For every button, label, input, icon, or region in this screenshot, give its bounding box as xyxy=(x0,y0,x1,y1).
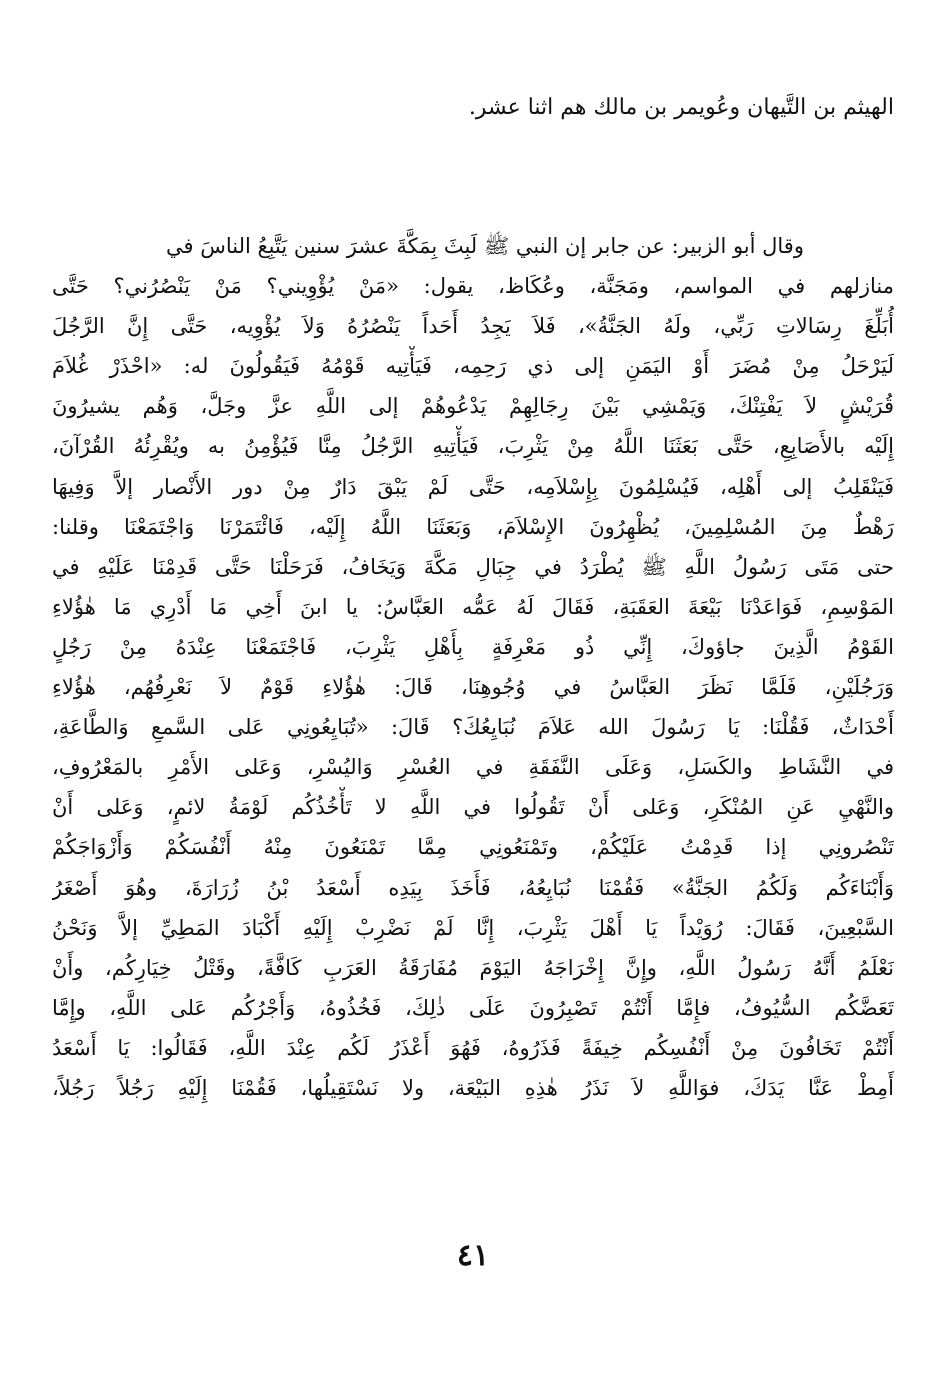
main-paragraph xyxy=(52,226,894,1108)
text-line: وقال أبو الزبير: عن جابر إن النبي ﷺ لَبِثَ بِمَكَّةَ عشرَ سنين يَتَّبِعُ الناسَ في xyxy=(166,234,804,258)
text-line: لَيَرْحَلُ مِنْ مُضَرَ أَوْ اليَمَنِ إلى ذي رَحِمِه، فَيَأْتِيه قَوْمُهُ فَيَقُولُونَ له: «احْذَرْ غُلاَمَ xyxy=(52,354,894,379)
text-line: في النَّشَاطِ والكَسَلِ، وَعَلَى النَّفَقَةِ في العُسْرِ وَاليُسْرِ، وَعَلى الأَمْرِ بالمَعْرُوفِ، xyxy=(52,755,894,780)
text-line: المَوْسِمِ، فَوَاعَدْنَا بَيْعَةَ العَقَبَةِ، فَقَالَ لَهُ عَمُّه العَبَّاسُ: يا ابنَ أَخِي مَا أَدْرِي مَا هٰؤُلاءِ xyxy=(52,594,894,619)
text-line: فَيَنْقَلِبُ إلى أَهْلِه، فَيُسْلِمُونَ بِإِسْلاَمِه، حَتَّى لَمْ يَبْقَ دَارٌ مِنْ دور الأَنْصار إلاَّ وَفِيهَا xyxy=(52,474,894,499)
text-line: والنَّهْيِ عَنِ المُنْكَرِ، وَعَلى أَنْ تَقُولُوا في اللَّهِ لا تَأْخُذُكُم لَوْمَةُ لائمٍ، وَعَلى أَنْ xyxy=(52,795,894,820)
page-number: ٤١ xyxy=(456,1238,490,1273)
text-line: نَعْلَمُ أَنَّهُ رَسُولُ اللَّهِ، وإِنَّ إِخْرَاجَهُ اليَوْمَ مُفَارَقَةُ العَرَبِ كَافَّةً، وقَتْلُ خِيَارِكُم، وأَنْ xyxy=(52,955,894,980)
text-line: تَعَضَّكُم السُّيُوفُ، فإِمَّا أَنْتُمْ تَصْبِرُونَ عَلَى ذٰلِكَ، فَخُذُوهُ، وَأَجْرُكُم عَلى اللَّهِ، وإِمَّا xyxy=(52,995,894,1020)
text-line: أَحْدَاثٌ، فَقُلْنَا: يَا رَسُولَ الله عَلاَمَ نُبَايِعُكَ؟ قَالَ: «تُبَايِعُونِي عَلى السَّمعِ وَالطَّاعَةِ، xyxy=(52,715,894,740)
header-continuation-line: الهيثم بن التَّيهان وعُويمر بن مالك هم اثنا عشر. xyxy=(468,95,894,120)
text-line: السَّبْعِينَ، فَقَالَ: رُوَيْداً يَا أَهْلَ يَثْرِبَ، إِنَّا لَمْ نَضْرِبْ إِلَيْهِ أَكْبَادَ المَطِيِّ إلاَّ وَنَحْنُ xyxy=(52,915,894,940)
text-line: أَنْتُمْ تَخَافُونَ مِنْ أَنْفُسِكُم خِيفَةً فَذَرُوهُ، فَهُوَ أَعْذَرُ لَكُم عِنْدَ اللَّهِ، فَقَالُوا: يَا أَسْعَدُ xyxy=(52,1035,894,1060)
text-line: أَمِطْ عَنَّا يَدَكَ، فوَاللَّهِ لاَ نَذَرُ هٰذِهِ البَيْعَة، ولا نَسْتَقِيلُها، فَقُمْنَا إِلَيْهِ رَجُلاً رَجُلاً، xyxy=(52,1075,894,1100)
text-line: منازلهم في المواسم، ومَجَنَّة، وعُكَاظ، يقول: «مَنْ يُؤْوِيني؟ مَنْ يَنْصُرُني؟ حَتَّى xyxy=(52,274,894,299)
text-line: أُبَلِّغَ رِسَالاتِ رَبِّي، ولَهُ الجَنَّةُ»، فَلاَ يَجِدُ أَحَداً يَنْصُرُهُ وَلاَ يُؤْوِيه، حَتَّى إِنَّ الرَّجُلَ xyxy=(52,314,894,339)
text-line: حتى مَتَى رَسُولُ اللَّهِ ﷺ يُطْرَدُ في جِبَالِ مَكَّةَ وَيَخَافُ، فَرَحَلْنَا حَتَّى قَدِمْنَا عَلَيْهِ في xyxy=(52,554,894,579)
text-line: القَوْمُ الَّذِينَ جاؤوكَ، إِنِّي ذُو مَعْرِفَةٍ بِأَهْلِ يَثْرِبَ، فَاجْتَمَعْنَا عِنْدَهُ مِنْ رَجُلٍ xyxy=(52,634,894,659)
text-line: وَرَجُلَيْنِ، فَلَمَّا نَظَرَ العَبَّاسُ في وُجُوهِنَا، قَالَ: هٰؤُلاءِ قَوْمٌ لاَ نَعْرِفُهُم، هٰؤُلاءِ xyxy=(52,675,894,700)
text-line: رَهْطٌ مِنَ المُسْلِمِينَ، يُظْهِرُونَ الإِسْلاَمَ، وَبَعَثَنَا اللَّهُ إِلَيْه، فَائْتَمَرْنَا وَاجْتَمَعْنَا وقلنا: xyxy=(52,514,894,539)
text-line: تَنْصُرونِي إذا قَدِمْتُ عَلَيْكُمْ، وتَمْنَعُونِي مِمَّا تَمْنَعُونَ مِنْهُ أَنْفُسَكُمْ وَأَزْوَاجَكُمْ xyxy=(52,835,894,860)
text-line: وَأَبْنَاءَكُم وَلَكُمُ الجَنَّةُ» فَقُمْنَا نُبَايِعُهُ، فَأَخَذَ بِيَدِه أَسْعَدُ بْنُ زُرَارَةَ، وهُوَ أَصْغَرُ xyxy=(52,875,894,900)
text-line: قُرَيْشٍ لاَ يَفْتِنْكَ، وَيَمْشِي بَيْنَ رِجَالِهِمْ يَدْعُوهُمْ إلى اللَّهِ عزَّ وجَلَّ، وَهُم يشيرُونَ xyxy=(52,394,894,419)
text-line: إِلَيْه بالأَصَابِعِ، حَتَّى بَعَثَنَا اللَّهُ مِنْ يَثْرِبَ، فَيَأْتِيهِ الرَّجُلُ مِنَّا فَيُؤْمِنُ به ويُقْرِئُهُ القُرْآنَ، xyxy=(52,434,894,459)
